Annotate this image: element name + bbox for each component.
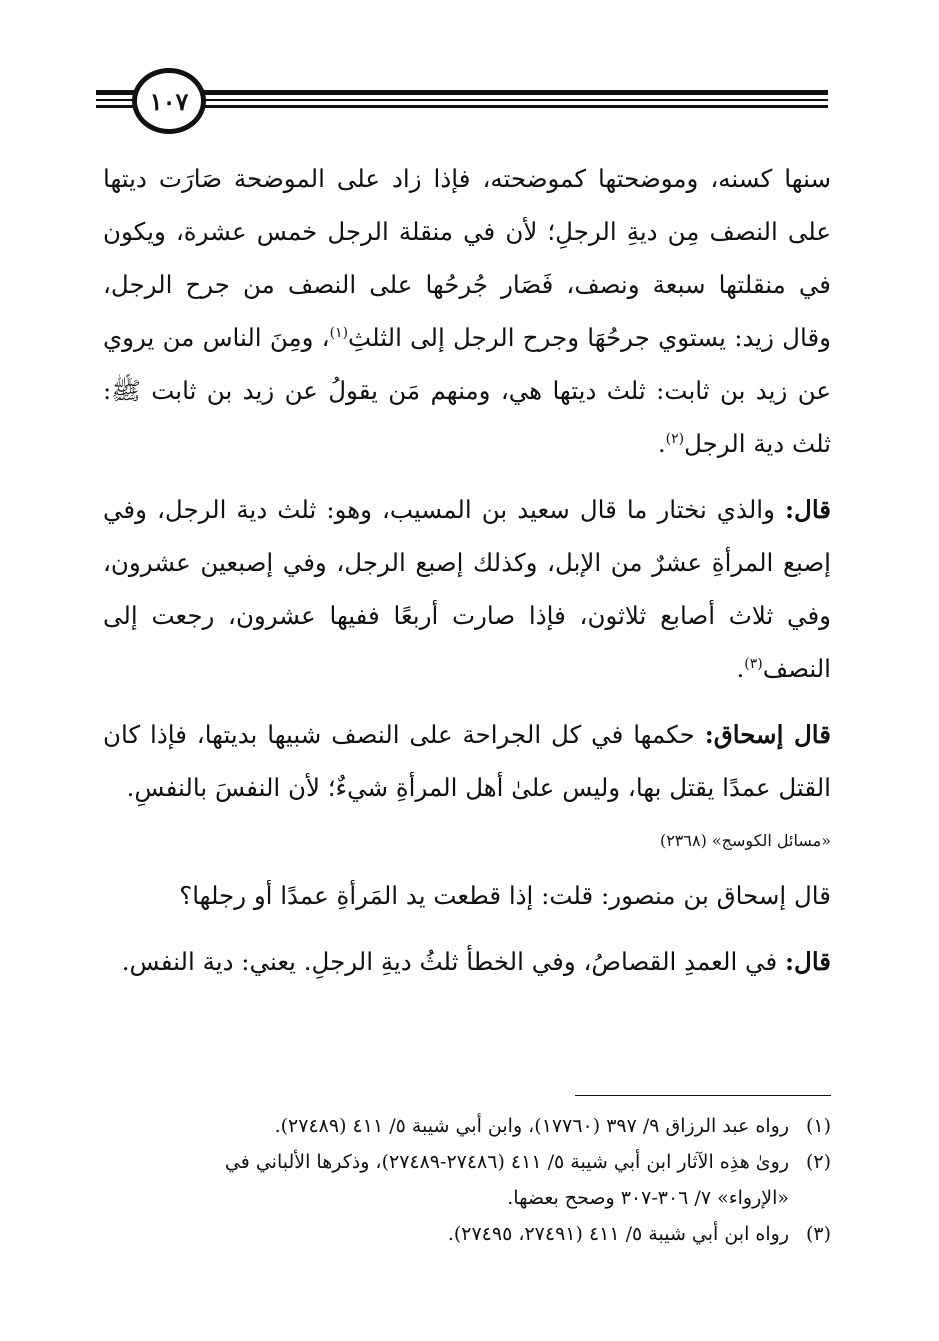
paragraph-5-text: في العمدِ القصاصُ، وفي الخطأ ثلثُ ديةِ الرجلِ. يعني: دية النفس. xyxy=(121,947,785,976)
paragraph-1 xyxy=(103,152,831,470)
main-text xyxy=(103,152,831,1001)
paragraph-1-text-a: سنها كسنه، وموضحتها كموضحته، فإذا زاد على الموضحة صَارَت ديتها على النصف مِن ديةِ الرجلِ؛ لأن في منقلة الرجل خمس عشرة، ويكون في منقلتها سبعة ونصف، فَصَار جُرحُها على النصف من جرح الرجل، وقال زيد: يستوي جرحُهَا وجرح الرجل إلى الثلثِ xyxy=(103,164,831,352)
footnote-ref-3[interactable]: (٣) xyxy=(744,655,763,672)
footnotes xyxy=(103,1108,831,1252)
speaker-label: قال: xyxy=(784,947,831,976)
paragraph-1-end: . xyxy=(657,429,666,458)
footnote-text: رواه عبد الرزاق ٩/ ٣٩٧ (١٧٧٦٠)، وابن أبي شيبة ٥/ ٤١١ (٢٧٤٨٩). xyxy=(274,1115,789,1137)
footnote-ref-1[interactable]: (١) xyxy=(329,324,349,341)
source-citation: «مسائل الكوسج» (٢٣٦٨) xyxy=(659,831,831,850)
page-header xyxy=(96,64,828,138)
speaker-label: قال إسحاق: xyxy=(704,720,831,749)
paragraph-5 xyxy=(103,935,831,988)
paragraph-3 xyxy=(103,708,831,814)
paragraph-2-text: والذي نختار ما قال سعيد بن المسيب، وهو: ثلث دية الرجل، وفي إصبع المرأةِ عشرٌ من الإبل، وكذلك إصبع الرجل، وفي إصبعين عشرون، وفي ثلاث أصابع ثلاثون، فإذا صارت أربعًا ففيها عشرون، رجعت إلى النصف xyxy=(103,495,831,683)
footnote-1 xyxy=(103,1108,831,1144)
footnote-ref-2[interactable]: (٢) xyxy=(665,430,685,447)
footnote-2-continuation: «الإرواء» ٧/ ٣٠٦-٣٠٧ وصحح بعضها. xyxy=(507,1187,789,1209)
speaker-label: قال: xyxy=(784,495,831,524)
paragraph-2 xyxy=(103,483,831,695)
paragraph-2-end: . xyxy=(736,654,745,683)
header-rule-bottom xyxy=(96,105,828,108)
footnote-text: روىٰ هذِه الآثار ابن أبي شيبة ٥/ ٤١١ (٢٧٤٨٦-٢٧٤٨٩)، وذكرها الألباني في xyxy=(224,1151,789,1173)
paragraph-4: قال إسحاق بن منصور: قلت: إذا قطعت يد المَرأةِ عمدًا أو رجلها؟ xyxy=(179,881,831,910)
footnote-3 xyxy=(103,1216,831,1252)
paragraph-3-text: حكمها في كل الجراحة على النصف شبيها بديتها، فإذا كان القتل عمدًا يقتل بها، وليس علىٰ أهل المرأةِ شيءٌ؛ لأن النفسَ بالنفسِ. xyxy=(103,720,831,802)
header-rule-thick xyxy=(96,90,828,95)
footnote-separator xyxy=(575,1095,831,1096)
footnote-text: رواه ابن أبي شيبة ٥/ ٤١١ (٢٧٤٩١، ٢٧٤٩٥). xyxy=(447,1223,789,1245)
footnote-number: (٢) xyxy=(805,1151,831,1173)
footnote-number: (١) xyxy=(805,1115,831,1137)
footnote-2 xyxy=(103,1144,831,1180)
paragraph-1-text-b: ، ومِنَ الناس من يروي عن زيد بن ثابت: ثلث ديتها هي، ومنهم مَن يقولُ عن زيد بن ثابت ﷺ: ثلث دية الرجل xyxy=(103,323,831,458)
page-number: ١٠٧ xyxy=(132,68,206,134)
footnote-number: (٣) xyxy=(805,1223,831,1245)
